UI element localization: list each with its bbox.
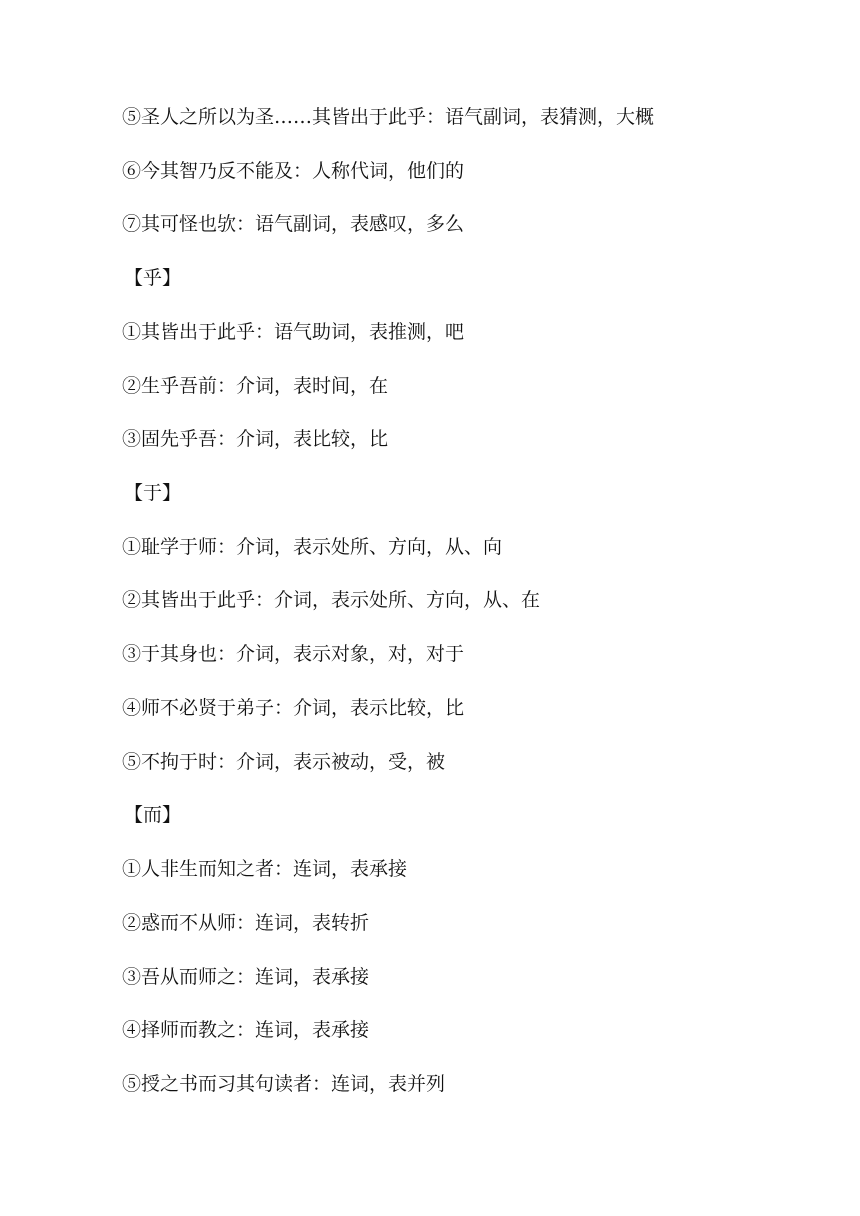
entry-line: ⑤不拘于时：介词，表示被动，受，被 [122, 751, 446, 773]
entry-line: ⑦其可怪也欤：语气副词，表感叹，多么 [122, 213, 465, 235]
entry-line: ②生乎吾前：介词，表时间，在 [122, 375, 389, 397]
entry-line: ⑤授之书而习其句读者：连词，表并列 [122, 1073, 446, 1095]
entry-line: ①其皆出于此乎：语气助词，表推测，吧 [122, 321, 465, 343]
entry-line: ⑤圣人之所以为圣……其皆出于此乎：语气副词，表猜测，大概 [122, 106, 655, 128]
entry-line: ①人非生而知之者：连词，表承接 [122, 858, 408, 880]
section-heading-yu: 【于】 [124, 482, 182, 504]
entry-line: ③吾从而师之：连词，表承接 [122, 966, 370, 988]
entry-line: ②惑而不从师：连词，表转折 [122, 912, 370, 934]
section-heading-hu: 【乎】 [124, 267, 182, 289]
entry-line: ④择师而教之：连词，表承接 [122, 1019, 370, 1041]
entry-line: ②其皆出于此乎：介词，表示处所、方向，从、在 [122, 589, 541, 611]
entry-line: ①耻学于师：介词，表示处所、方向，从、向 [122, 536, 503, 558]
entry-line: ③于其身也：介词，表示对象，对，对于 [122, 643, 465, 665]
section-heading-er: 【而】 [124, 804, 182, 826]
entry-line: ③固先乎吾：介词，表比较，比 [122, 428, 389, 450]
entry-line: ⑥今其智乃反不能及：人称代词，他们的 [122, 160, 465, 182]
entry-line: ④师不必贤于弟子：介词，表示比较，比 [122, 697, 465, 719]
